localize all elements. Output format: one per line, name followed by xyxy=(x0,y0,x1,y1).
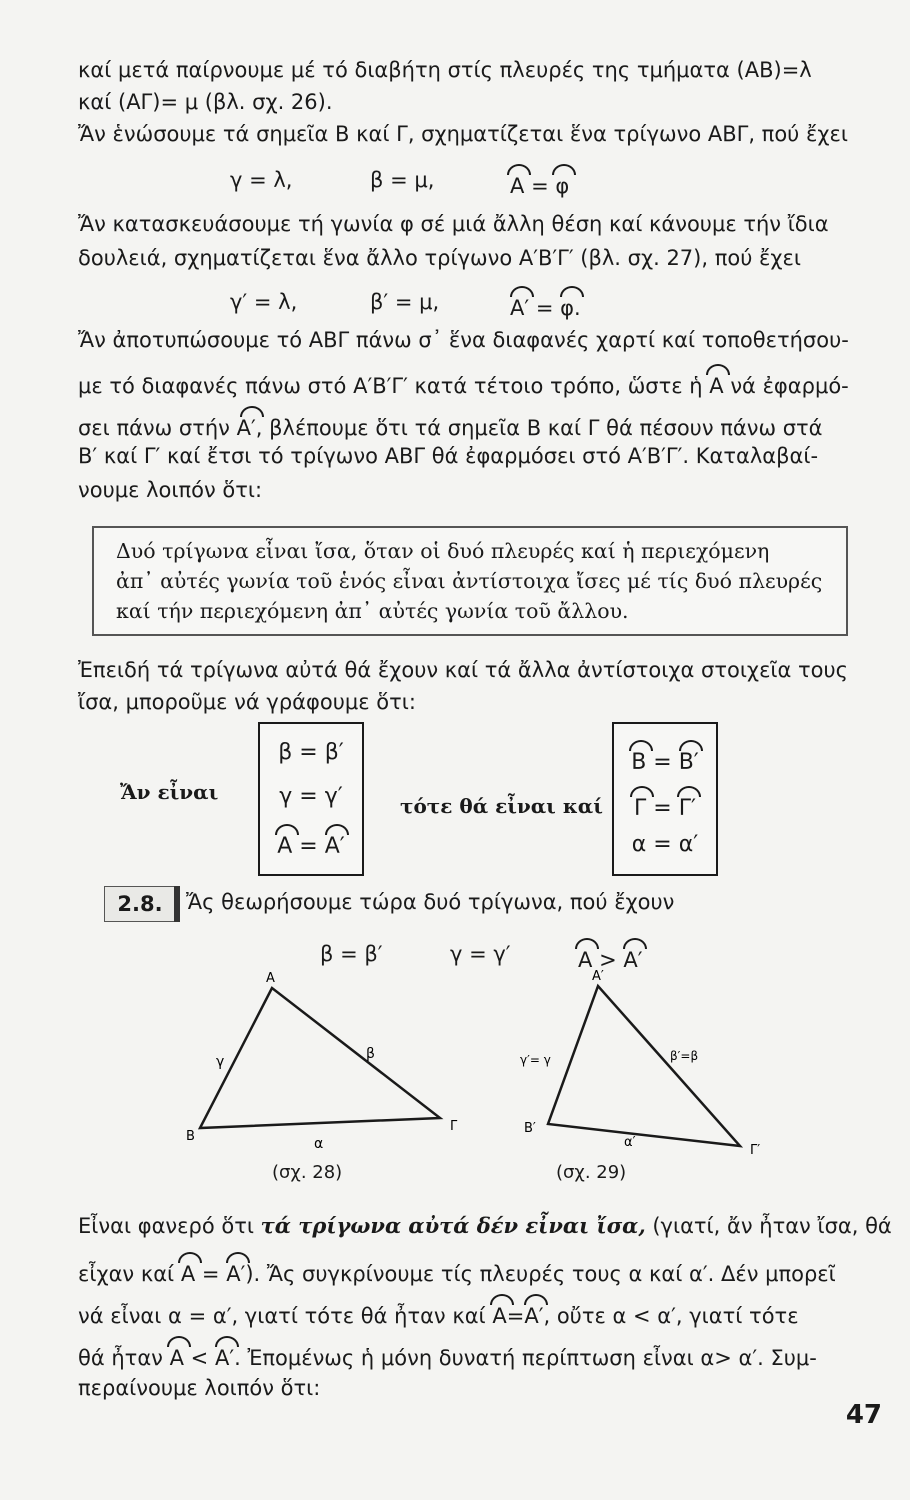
angle-A: Α xyxy=(709,366,723,400)
vertex-G: Γ xyxy=(450,1119,458,1134)
text-fragment: εἶχαν καί xyxy=(78,1262,175,1286)
text-fragment: σει πάνω στήν xyxy=(78,416,230,440)
section-marker xyxy=(174,886,180,922)
equals-sign: = xyxy=(531,174,549,198)
text-fragment: βλέπουμε ὅτι τά σημεῖα Β καί Γ θά πέσουν πάνω στά xyxy=(269,416,823,440)
angle-phi: φ. xyxy=(560,288,581,322)
eq-gamma-prime-lambda: γ′ = λ, xyxy=(230,290,298,314)
angle-A: Α xyxy=(578,940,592,974)
text-fragment: (γιατί, ἄν ἦταν ἴσα, θά xyxy=(652,1214,892,1238)
text-line-2: καί (ΑΓ)= μ (βλ. σχ. 26). xyxy=(78,90,333,114)
text-fragment: θά ἦταν xyxy=(78,1346,163,1370)
text-line-14: ἴσα, μπορoῦμε νά γράφουμε ὅτι: xyxy=(78,690,416,714)
conclusion-line-4 xyxy=(78,1338,878,1372)
greater-than-sign: > xyxy=(599,948,617,972)
then-label: τότε θά εἶναι καί xyxy=(400,794,603,818)
cond-beta: β = β′ xyxy=(320,942,383,966)
angle-A-prime: Α′ xyxy=(623,940,642,974)
angle-A-prime: Α′ xyxy=(510,288,529,322)
angle-A-prime: Α′ xyxy=(215,1338,234,1372)
side-beta-label: β xyxy=(366,1046,375,1062)
angle-B-prime: Β′ xyxy=(679,742,699,778)
angle-A: Α xyxy=(181,1254,195,1288)
equals-sign: = xyxy=(201,1262,220,1286)
premise-box xyxy=(258,722,364,876)
text-line-6: δουλειά, σχηματίζεται ἕνα ἄλλο τρίγωνο Α′Β′Γ′ (βλ. σχ. 27), πού ἔχει xyxy=(78,246,801,270)
figure-29-caption: (σχ. 29) xyxy=(556,1162,627,1183)
angle-G: Γ xyxy=(634,788,646,824)
less-than-sign: < xyxy=(190,1346,209,1370)
vertex-G-prime: Γ′ xyxy=(750,1143,761,1158)
premise-angle xyxy=(260,826,362,862)
vertex-B: B xyxy=(186,1129,195,1144)
angle-A-prime: Α′ xyxy=(226,1254,245,1288)
section-number: 2.8. xyxy=(104,886,176,922)
figure-29 xyxy=(510,964,800,1164)
angle-A: Α xyxy=(277,826,292,862)
eq-beta-mu: β = μ, xyxy=(370,168,435,192)
text-line-13: Ἐπειδή τά τρίγωνα αὐτά θά ἔχουν καί τά ἄλλα ἀντίστοιχα στοιχεῖα τους xyxy=(78,658,849,682)
side-beta-prime-label: β′=β xyxy=(670,1049,699,1063)
equals-sign: = xyxy=(535,296,554,320)
equals-sign: = xyxy=(506,1304,525,1328)
section-intro: Ἄς θεωρήσουμε τώρα δυό τρίγωνα, πού ἔχουν xyxy=(186,890,675,914)
page-number: 47 xyxy=(845,1400,882,1430)
vertex-B-prime: B′ xyxy=(524,1121,536,1136)
conclusion-line-2 xyxy=(78,1254,878,1288)
side-alpha-prime-label: α′ xyxy=(624,1135,636,1150)
text-line-9 xyxy=(78,366,878,400)
bold-statement: τά τρίγωνα αὐτά δέν εἶναι ἴσα, xyxy=(260,1213,646,1238)
text-fragment: Εἶναι φανερό ὅτι xyxy=(78,1214,254,1238)
if-label: Ἄν εἶναι xyxy=(120,780,219,804)
text-fragment: με τό διαφανές πάνω στό Α′Β′Γ′ κατά τέτοιο τρόπο, ὥστε ἡ xyxy=(78,374,703,398)
side-gamma-prime-label: γ′= γ xyxy=(520,1053,551,1067)
conclusion-alpha: α = α′ xyxy=(631,832,699,857)
equals-sign: = xyxy=(299,834,318,859)
vertex-A-prime: A′ xyxy=(592,969,604,984)
conclusion-line-5: περαίνουμε λοιπόν ὅτι: xyxy=(78,1376,321,1400)
vertex-A: A xyxy=(266,971,275,986)
conclusion-line-1 xyxy=(78,1212,892,1240)
text-line-1: καί μετά παίρνουμε μέ τό διαβήτη στίς πλευρές της τμήματα (ΑΒ)=λ xyxy=(78,58,812,82)
text-line-12: νουμε λοιπόν ὅτι: xyxy=(78,478,263,502)
angle-phi: φ xyxy=(555,166,569,200)
text-fragment: ). Ἄς συγκρίνουμε τίς πλευρές τους α καί α′. Δέν μπορεῖ xyxy=(245,1262,836,1286)
conclusion-angle-G xyxy=(614,788,716,824)
side-alpha-label: α xyxy=(314,1136,324,1152)
text-line-3: Ἄν ἑνώσουμε τά σημεῖα Β καί Γ, σχηματίζεται ἕνα τρίγωνο ΑΒΓ, πού ἔχει xyxy=(78,122,848,146)
angle-A: Α xyxy=(492,1296,506,1330)
conclusion-box xyxy=(612,722,718,876)
equals-sign: = xyxy=(653,796,672,821)
angle-A-prime: Α′ xyxy=(325,826,345,862)
angle-A: Α xyxy=(170,1338,184,1372)
angle-A-prime: Α′ xyxy=(524,1296,543,1330)
angle-B: Β xyxy=(631,742,646,778)
figure-28 xyxy=(180,970,480,1160)
angle-G-prime: Γ′ xyxy=(679,788,696,824)
text-fragment: νά εἶναι α = α′, γιατί τότε θά ἦταν καί xyxy=(78,1304,486,1328)
cond-gamma: γ = γ′ xyxy=(450,942,511,966)
conclusion-line-3 xyxy=(78,1296,878,1330)
text-line-11: Β′ καί Γ′ καί ἔτσι τό τρίγωνο ΑΒΓ θά ἐφαρμόσει στό Α′Β′Γ′. Καταλαβαί- xyxy=(78,444,819,468)
theorem-line-3: καί τήν περιεχόμενη ἀπ᾽ αὐτές γωνία τοῦ ἄλλου. xyxy=(116,599,629,623)
text-fragment: , οὔτε α < α′, γιατί τότε xyxy=(543,1304,799,1328)
angle-A: Α xyxy=(510,166,524,200)
triangle-ABG xyxy=(200,988,440,1128)
conclusion-angle-B xyxy=(614,742,716,778)
eq-beta-prime-mu: β′ = μ, xyxy=(370,290,440,314)
equals-sign: = xyxy=(653,750,672,775)
theorem-line-1: Δυό τρίγωνα εἶναι ἴσα, ὅταν οἱ δυό πλευρές καί ἡ περιεχόμενη xyxy=(116,539,770,563)
text-line-10 xyxy=(78,408,878,442)
text-line-8: Ἄν ἀποτυπώσουμε τό ΑΒΓ πάνω σ᾽ ἕνα διαφανές χαρτί καί τοποθετήσου- xyxy=(78,328,849,352)
premise-gamma: γ = γ′ xyxy=(279,784,343,809)
theorem-line-2: ἀπ᾽ αὐτές γωνία τοῦ ἑνός εἶναι ἀντίστοιχα ἴσες μέ τίς δυό πλευρές xyxy=(116,569,823,593)
text-fragment: . Ἐπομένως ἡ μόνη δυνατή περίπτωση εἶναι α> α′. Συμ- xyxy=(234,1346,817,1370)
figure-28-caption: (σχ. 28) xyxy=(272,1162,343,1183)
theorem-box xyxy=(92,526,848,636)
premise-beta: β = β′ xyxy=(278,740,344,765)
text-line-5: Ἄν κατασκευάσουμε τή γωνία φ σέ μιά ἄλλη θέση καί κάνουμε τήν ἴδια xyxy=(78,212,829,236)
triangle-A-B-G-prime xyxy=(548,986,740,1146)
text-fragment: νά ἐφαρμό- xyxy=(730,374,849,398)
angle-A-prime: Α′, xyxy=(237,408,263,442)
eq-gamma-lambda: γ = λ, xyxy=(230,168,293,192)
side-gamma-label: γ xyxy=(216,1054,225,1070)
